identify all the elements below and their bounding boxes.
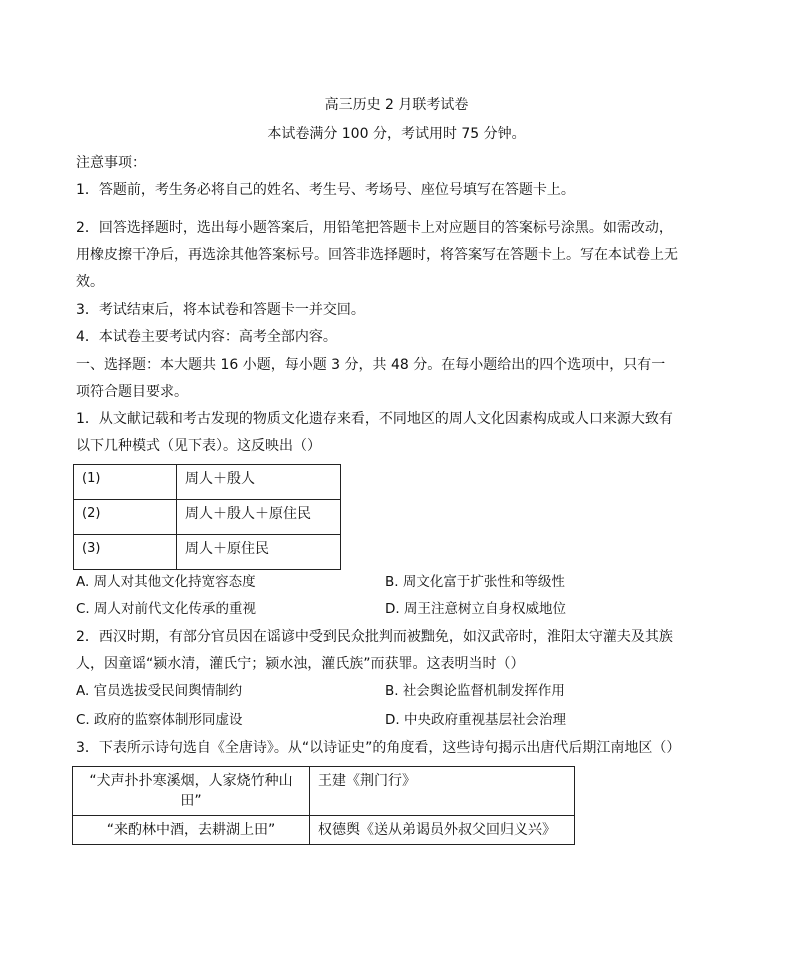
table-row: [74, 500, 341, 535]
q2-option-b: B. 社会舆论监督机制发挥作用: [385, 683, 565, 699]
q1-row-number: (3): [74, 535, 177, 570]
q3-poem-line: 田”: [180, 793, 202, 809]
q1-stem-cont: 以下几种模式（见下表）。这反映出（）: [76, 438, 321, 454]
q1-stem: 1．从文献记载和考古发现的物质文化遗存来看，不同地区的周人文化因素构成或人口来源大致有: [76, 411, 673, 427]
q1-option-b: B. 周文化富于扩张性和等级性: [385, 574, 565, 590]
section-heading-cont: 项符合题目要求。: [76, 384, 188, 400]
notice-item-3: 3．考试结束后，将本试卷和答题卡一并交回。: [76, 302, 365, 318]
notice-item-2-end: 效。: [76, 274, 104, 290]
section-heading: 一、选择题：本大题共 16 小题，每小题 3 分，共 48 分。在每小题给出的四个选项中，只有一: [76, 357, 666, 373]
q1-row-number: (2): [74, 500, 177, 535]
notice-item-2: 2．回答选择题时，选出每小题答案后，用铅笔把答题卡上对应题目的答案标号涂黑。如需改动，: [76, 220, 673, 236]
q2-stem: 2．西汉时期，有部分官员因在谣谚中受到民众批判而被黜免，如汉武帝时，淮阳太守灌夫及其族: [76, 629, 673, 645]
q3-stem: 3．下表所示诗句选自《全唐诗》。从“以诗证史”的角度看，这些诗句揭示出唐代后期江南地区（）: [76, 740, 681, 756]
q1-option-a: A. 周人对其他文化持宽容态度: [76, 574, 256, 590]
q1-row-content: 周人＋原住民: [177, 535, 341, 570]
q1-option-d: D. 周王注意树立自身权威地位: [385, 601, 566, 617]
q2-option-a: A. 官员选拔受民间舆情制约: [76, 683, 243, 699]
q3-table: [72, 766, 575, 845]
notice-item-2-cont: 用橡皮擦干净后，再选涂其他答案标号。回答非选择题时，将答案写在答题卡上。写在本试卷上无: [76, 247, 678, 263]
q3-poem-line: “来酌林中酒，去耕湖上田”: [106, 822, 276, 838]
q1-row-content: 周人＋殷人: [177, 465, 341, 500]
q3-poem-cell: [73, 816, 310, 845]
q3-source-cell: 权德舆《送从弟谒员外叔父回归义兴》: [310, 816, 575, 845]
q3-poem-line: “犬声扑扑寒溪烟，人家烧竹种山: [89, 773, 293, 789]
notice-heading: 注意事项：: [76, 155, 146, 171]
q1-row-content: 周人＋殷人＋原住民: [177, 500, 341, 535]
q2-option-d: D. 中央政府重视基层社会治理: [385, 712, 566, 728]
table-row: [74, 535, 341, 570]
notice-item-4: 4．本试卷主要考试内容：高考全部内容。: [76, 329, 337, 345]
q1-option-c: C. 周人对前代文化传承的重视: [76, 601, 257, 617]
table-row: [73, 767, 575, 816]
q2-option-c: C. 政府的监察体制形同虚设: [76, 712, 243, 728]
q3-poem-cell: [73, 767, 310, 816]
table-row: [73, 816, 575, 845]
exam-subtitle: 本试卷满分 100 分，考试用时 75 分钟。: [267, 126, 526, 142]
q3-source-cell: 王建《荆门行》: [310, 767, 575, 816]
q1-table: [73, 464, 341, 570]
table-row: [74, 465, 341, 500]
q2-stem-cont: 人，因童谣“颍水清，灌氏宁；颍水浊，灌氏族”而获罪。这表明当时（）: [76, 656, 525, 672]
notice-item-1: 1．答题前，考生务必将自己的姓名、考生号、考场号、座位号填写在答题卡上。: [76, 182, 575, 198]
q1-row-number: (1): [74, 465, 177, 500]
exam-title: 高三历史 2 月联考试卷: [324, 97, 469, 113]
